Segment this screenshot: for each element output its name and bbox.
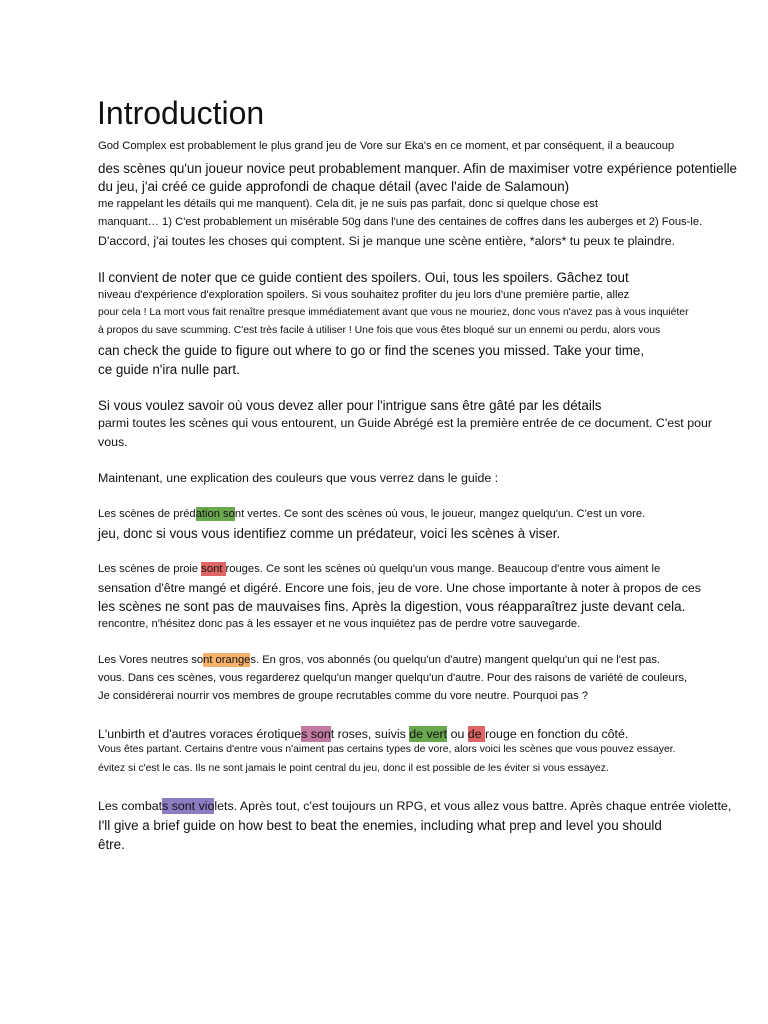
text-line [98, 234, 675, 249]
text-segment: ce guide n'ira nulle part. [98, 362, 240, 377]
text-line [98, 435, 128, 450]
text-segment: s. En gros, vos abonnés (ou quelqu'un d'autre) mangent quelqu'un qui ne l'est pas. [250, 654, 661, 666]
text-segment: rouges. Ce sont les scènes où quelqu'un vous mange. Beaucoup d'entre vous aiment le [225, 563, 661, 575]
highlight-red: de [467, 727, 486, 741]
highlight-red: sont [201, 563, 226, 575]
text-segment: God Complex est probablement le plus grand jeu de Vore sur Eka's en ce moment, et par conséquent, il a beaucoup [98, 140, 675, 152]
text-segment: me rappelant les détails qui me manquent). Cela dit, je ne suis pas parfait, donc si quelque chose est [98, 198, 598, 210]
text-segment: rouge en fonction du côté. [485, 727, 629, 741]
text-line [98, 343, 644, 359]
text-segment: les scènes ne sont pas de mauvaises fins. Après la digestion, vous réapparaîtrez juste devant cela. [98, 599, 686, 614]
text-line [98, 179, 569, 195]
text-segment: parmi toutes les scènes qui vous entourent, un Guide Abrégé est la première entrée de ce document. C'est pour [98, 416, 712, 430]
text-segment: des scènes qu'un joueur novice peut probablement manquer. Afin de maximiser votre expérience potentielle [98, 161, 737, 176]
text-line [98, 508, 645, 521]
text-segment: être. [98, 837, 125, 852]
text-line [98, 763, 609, 775]
text-segment: Il convient de noter que ce guide contient des spoilers. Oui, tous les spoilers. Gâchez tout [98, 270, 629, 285]
text-segment: Vous êtes partant. Certains d'entre vous n'aiment pas certains types de vore, alors voici les scènes que vous pouvez essayer. [98, 744, 676, 755]
text-line [98, 744, 676, 756]
text-line [98, 307, 689, 319]
text-segment: Les scènes de proie [98, 563, 202, 575]
text-line [98, 672, 687, 685]
highlight-pink: s son [301, 727, 331, 741]
text-line [98, 581, 701, 596]
text-line [98, 270, 629, 286]
text-line [98, 599, 685, 615]
text-segment: vous. Dans ces scènes, vous regarderez quelqu'un manger quelqu'un d'autre. Pour des raisons de variété de couleurs, [98, 672, 688, 684]
text-line [98, 216, 702, 229]
text-line [98, 837, 125, 853]
text-segment: nt vertes. Ce sont des scènes où vous, le joueur, mangez quelqu'un. C'est un vore. [234, 508, 646, 520]
text-line [98, 818, 662, 834]
highlight-green: de vert [409, 727, 448, 741]
text-segment: Les combat [98, 799, 163, 813]
text-segment: I'll give a brief guide on how best to beat the enemies, including what prep and level you should [98, 818, 662, 833]
text-segment: niveau d'expérience d'exploration spoilers. Si vous souhaitez profiter du jeu lors d'une première partie, allez [98, 289, 630, 301]
text-segment: pour cela ! La mort vous fait renaître presque immédiatement avant que vous ne mouriez, donc vous n'avez pas à vous inquiéter [98, 307, 689, 318]
text-line [98, 526, 560, 542]
page-title: Introduction [97, 95, 265, 131]
text-segment: du jeu, j'ai créé ce guide approfondi de chaque détail (avec l'aide de Salamoun) [98, 179, 570, 194]
text-line [98, 654, 660, 667]
text-segment: jeu, donc si vous vous identifiez comme un prédateur, voici les scènes à viser. [98, 526, 561, 541]
text-line [98, 727, 628, 742]
text-segment: L'unbirth et d'autres voraces érotique [98, 727, 302, 741]
text-line [98, 618, 580, 631]
highlight-purple: s sont vio [162, 799, 215, 813]
text-segment: t roses, suivis [330, 727, 410, 741]
text-segment: Si vous voulez savoir où vous devez aller pour l'intrigue sans être gâté par les détails [98, 398, 602, 413]
text-segment: Maintenant, une explication des couleurs que vous verrez dans le guide : [98, 471, 499, 485]
text-line [98, 799, 731, 814]
text-segment: ou [447, 727, 468, 741]
text-segment: à propos du save scumming. C'est très facile à utiliser ! Une fois que vous êtes bloqué sur un ennemi ou perdu, alors vous [98, 325, 661, 336]
highlight-green: ation so [195, 508, 235, 520]
text-line [98, 289, 629, 302]
text-segment: manquant… 1) C'est probablement un misérable 50g dans l'une des centaines de coffres dans les auberges et 2) Fous-le. [98, 216, 703, 228]
text-line [98, 416, 712, 431]
text-segment: sensation d'être mangé et digéré. Encore une fois, jeu de vore. Une chose importante à noter à propos de ces [98, 581, 701, 595]
text-line [98, 471, 498, 486]
text-segment: évitez si c'est le cas. Ils ne sont jamais le point central du jeu, donc il est possible de les éviter si vous essayez. [98, 763, 609, 774]
text-line [98, 325, 660, 337]
text-segment: Je considérerai nourrir vos membres de groupe recrutables comme du vore neutre. Pourquoi pas ? [98, 690, 589, 702]
text-segment: lets. Après tout, c'est toujours un RPG, et vous allez vous battre. Après chaque entrée violette, [214, 799, 732, 813]
text-segment: can check the guide to figure out where to go or find the scenes you missed. Take your time, [98, 343, 645, 358]
text-line [98, 198, 598, 211]
text-line [98, 140, 674, 153]
text-line [98, 690, 588, 703]
text-line [98, 161, 737, 177]
text-line [98, 563, 660, 576]
text-segment: Les scènes de préd [98, 508, 196, 520]
text-segment: vous. [98, 435, 128, 449]
text-line [98, 362, 240, 378]
highlight-orange: nt orange [203, 654, 251, 666]
text-segment: rencontre, n'hésitez donc pas à les essayer et ne vous inquiétez pas de perdre votre sauvegarde. [98, 618, 581, 630]
text-segment: Les Vores neutres so [98, 654, 204, 666]
text-segment: D'accord, j'ai toutes les choses qui comptent. Si je manque une scène entière, *alors* tu peux te plaindre. [98, 234, 676, 248]
text-line [98, 398, 602, 414]
